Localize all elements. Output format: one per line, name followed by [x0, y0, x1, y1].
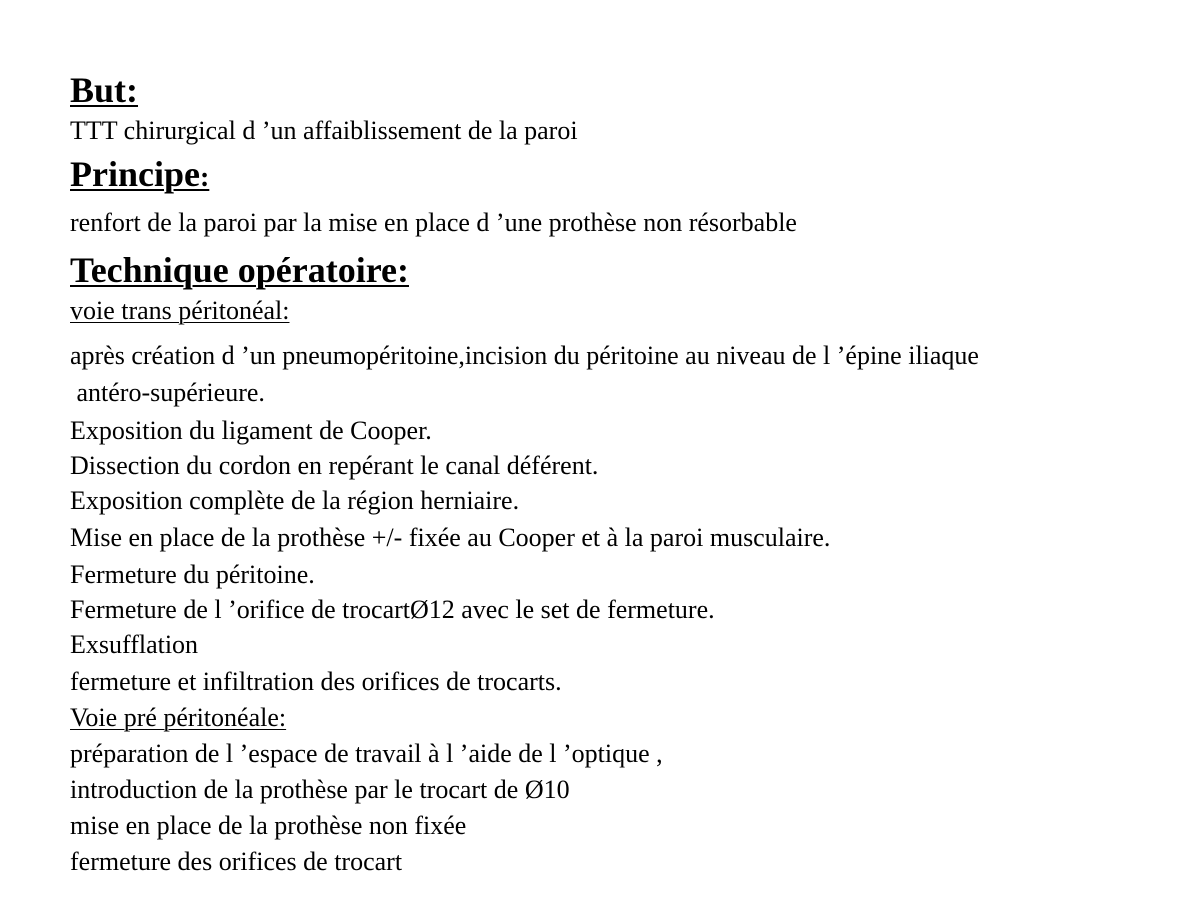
list-item: Fermeture du péritoine.	[70, 560, 315, 589]
heading-principe	[70, 154, 209, 198]
heading-technique: Technique opératoire:	[70, 250, 409, 290]
list-item: Fermeture de l ’orifice de trocartØ12 avec le set de fermeture.	[70, 595, 715, 624]
but-text: TTT chirurgical d ’un affaiblissement de la paroi	[70, 116, 578, 145]
list-item: fermeture des orifices de trocart	[70, 847, 403, 876]
list-item: Exposition du ligament de Cooper.	[70, 416, 432, 445]
subheading-pre-peritoneale: Voie pré péritonéale:	[70, 703, 287, 732]
heading-principe-label: Principe	[70, 154, 200, 194]
principe-text: renfort de la paroi par la mise en place d ’une prothèse non résorbable	[70, 208, 797, 237]
list-item: fermeture et infiltration des orifices de trocarts.	[70, 667, 562, 696]
list-item: après création d ’un pneumopéritoine,incision du péritoine au niveau de l ’épine iliaque	[70, 341, 979, 370]
list-item: introduction de la prothèse par le trocart de Ø10	[70, 775, 570, 804]
list-item: Exsufflation	[70, 630, 199, 659]
subheading-trans-peritoneal: voie trans péritonéal:	[70, 296, 290, 325]
list-item: préparation de l ’espace de travail à l ’aide de l ’optique ,	[70, 739, 663, 768]
list-item: mise en place de la prothèse non fixée	[70, 811, 467, 840]
heading-but: But:	[70, 70, 139, 110]
list-item: antéro-supérieure.	[70, 378, 265, 407]
list-item: Mise en place de la prothèse +/- fixée au Cooper et à la paroi musculaire.	[70, 523, 831, 552]
heading-principe-colon: :	[199, 162, 210, 193]
list-item: Dissection du cordon en repérant le canal déférent.	[70, 451, 599, 480]
list-item: Exposition complète de la région herniaire.	[70, 486, 520, 515]
